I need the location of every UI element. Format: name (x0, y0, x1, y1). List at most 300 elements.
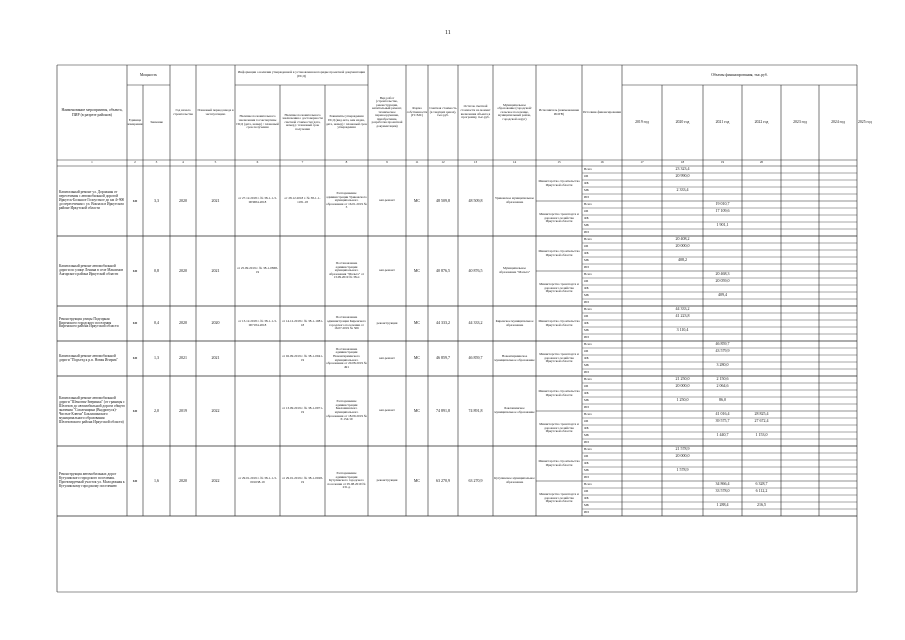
funding-value: 1 901,1 (716, 222, 729, 228)
funding-value (622, 488, 662, 495)
funding-value (819, 495, 857, 502)
funding-value: 41 223,8 (675, 313, 690, 319)
funding-value (622, 278, 662, 285)
funding-value (622, 215, 662, 222)
funding-value (742, 229, 781, 236)
funding-value (857, 425, 859, 432)
header-year: 2023 год (793, 120, 807, 125)
funding-value (819, 397, 857, 404)
funding-value (662, 320, 703, 327)
estimate-cost: 63 270,9 (436, 477, 450, 483)
funding-value (781, 348, 819, 355)
municipality: Кутуликское муниципальное образование (494, 476, 535, 484)
expertise-conclusion: от 27.12.2018 г. № 38-1-1-3-003684-2018 (238, 196, 277, 204)
funding-value (819, 299, 857, 306)
funding-value (662, 495, 703, 502)
funding-value (857, 383, 859, 390)
remaining-cost: 48 509,8 (468, 197, 483, 203)
funding-source: Всего (584, 481, 593, 486)
funding-value (819, 250, 857, 257)
funding-value (781, 250, 819, 257)
funding-value (742, 264, 781, 271)
municipality: Уриковское муниципальное образование (494, 196, 535, 204)
header-work-type: Вид работ (строительство, реконструкция, капитальный ремонт, техническое перевооружение, приобретение, разработка проектной документации) (371, 95, 403, 128)
funding-value: 20 408,2 (675, 236, 690, 242)
funding-value (819, 236, 857, 243)
approval-details: Постановление администрации Киренского городского поселения от 16.07.2019 № 506 (327, 315, 366, 331)
funding-value (742, 460, 781, 467)
funding-source: ОБ (584, 278, 589, 283)
funding-value (703, 257, 742, 264)
funding-value: 86,0 (719, 397, 726, 403)
funding-value (819, 488, 857, 495)
header-start-year: Год начала строительства (173, 107, 193, 116)
funding-value (781, 173, 819, 180)
reliability-conclusion: от 14.12.2018 г. № 38-1-1081-18 (282, 318, 323, 327)
funding-value (703, 264, 742, 271)
funding-value (819, 376, 857, 383)
funding-value (742, 299, 781, 306)
funding-value (662, 481, 703, 488)
funding-source: ФБ (584, 495, 589, 500)
start-year: 2019 (179, 407, 187, 413)
funding-value (662, 180, 703, 187)
funding-value (781, 418, 819, 425)
header-column-number: 18 (680, 160, 685, 165)
funding-value (781, 453, 819, 460)
header-column-number: 7 (301, 160, 304, 165)
header-column-number: 19 (720, 160, 725, 165)
funding-source: Всего (584, 341, 593, 346)
funding-value (819, 208, 857, 215)
funding-value: 1 250,0 (676, 397, 689, 403)
funding-value (819, 229, 857, 236)
header-ownership: Форма собственности (ГС/МС) (406, 106, 428, 118)
funding-value (819, 362, 857, 369)
funding-value (662, 404, 703, 411)
header-column-number: 5 (214, 160, 217, 165)
executor: Министерство строительства Иркутской области (538, 458, 580, 467)
funding-source: МБ (584, 257, 589, 262)
header-year: 2022 год (754, 120, 769, 125)
funding-source: МБ (584, 432, 589, 437)
header-value: Значение (150, 119, 163, 124)
capacity-unit: км (132, 320, 138, 326)
funding-source: Всего (584, 166, 593, 171)
funding-value (662, 418, 703, 425)
funding-value (622, 194, 662, 201)
remaining-cost: 74 891,8 (468, 407, 483, 413)
funding-value (857, 453, 859, 460)
funding-value (622, 320, 662, 327)
funding-value (622, 369, 662, 376)
funding-source: ИИ (584, 509, 589, 514)
reliability-conclusion (280, 236, 325, 306)
funding-value (622, 208, 662, 215)
funding-value (781, 362, 819, 369)
end-year: 2021 (211, 197, 220, 203)
funding-value (662, 250, 703, 257)
funding-value: 1 153,0 (755, 432, 768, 438)
funding-value (742, 292, 781, 299)
header-approval: Реквизиты утверждения ПСД (вид акта, кем издан, дата, номер) / плановый срок утверждения (326, 114, 367, 130)
funding-value (622, 285, 662, 292)
funding-value (857, 502, 859, 509)
funding-value: 20 000,0 (675, 243, 690, 249)
expertise-conclusion: от 13.12.2018 г. № 38-1-1-3-007184-2018 (238, 318, 277, 327)
header-column-number: 20 (759, 160, 764, 165)
funding-value (742, 362, 781, 369)
object-name: Капитальный ремонт ул. Дорожная от пересечения с автомобильной дорогой Иркутск-Большое Голоустное до км 4+900 до пересечения с ул. Вокзала в Иркутском районе Иркутской области (59, 190, 125, 210)
funding-value (742, 404, 781, 411)
funding-value (662, 194, 703, 201)
funding-value (703, 236, 742, 243)
header-executor: Исполнитель (наименование ИОГВ) (538, 107, 580, 116)
funding-value: 21 250,0 (675, 376, 690, 382)
funding-value (622, 474, 662, 481)
funding-value (781, 502, 819, 509)
ownership-form: МС (413, 477, 421, 483)
funding-source: ОБ (584, 243, 589, 248)
funding-value (742, 215, 781, 222)
funding-source: Всего (584, 411, 593, 416)
funding-value (781, 229, 819, 236)
funding-value (662, 474, 703, 481)
funding-value (857, 460, 859, 467)
municipality: Муниципальное образование "Мальта" (498, 266, 531, 274)
funding-source: ИИ (584, 404, 589, 409)
funding-value (622, 362, 662, 369)
funding-value (819, 418, 857, 425)
funding-value (857, 327, 859, 334)
funding-value (819, 369, 857, 376)
funding-value (742, 250, 781, 257)
funding-value (857, 313, 859, 320)
funding-source: ОБ (584, 348, 589, 353)
end-year: 2022 (211, 477, 220, 483)
funding-value (742, 446, 781, 453)
funding-value (781, 327, 819, 334)
remaining-cost: 40 876,5 (468, 267, 483, 273)
funding-value (819, 348, 857, 355)
funding-value (857, 439, 859, 446)
funding-value (703, 425, 742, 432)
executor: Министерство транспорта и дорожного хозяйства Иркутской области (539, 282, 579, 294)
funding-value (662, 362, 703, 369)
funding-value (742, 306, 781, 313)
funding-value (857, 306, 859, 313)
funding-value: 33 578,0 (715, 488, 730, 494)
approval-details: Распоряжение администрации Кутуликского городского поселения от 05.08.2019 № 231-р (327, 471, 366, 490)
funding-value (662, 229, 703, 236)
capacity-value: 3,3 (154, 197, 159, 203)
funding-value (622, 166, 662, 173)
funding-value (781, 425, 819, 432)
executor: Министерство транспорта и дорожного хозяйства Иркутской области (539, 352, 579, 364)
funding-value (857, 411, 859, 418)
funding-source: ОБ (584, 173, 589, 178)
funding-value (703, 180, 742, 187)
funding-value (819, 215, 857, 222)
funding-value (781, 292, 819, 299)
reliability-conclusion: от 28.12.2018 г. № 38-1-1-1181-18 (284, 196, 321, 204)
funding-source: ФБ (584, 250, 589, 255)
funding-value (622, 334, 662, 341)
header-year: 2024 год (831, 120, 845, 125)
funding-source: ФБ (584, 425, 589, 430)
funding-value: 6 112,2 (755, 488, 768, 494)
header-plan-period: Плановый период ввода в эксплуатацию (197, 107, 234, 116)
ownership-form: МС (413, 320, 421, 326)
funding-value (703, 285, 742, 292)
header-column-number: 8 (345, 160, 348, 165)
capacity-value: 0,8 (154, 267, 159, 273)
funding-value (857, 369, 859, 376)
funding-value (742, 383, 781, 390)
funding-value (742, 201, 781, 208)
funding-value (622, 383, 662, 390)
funding-value (819, 425, 857, 432)
funding-value (662, 264, 703, 271)
funding-value (819, 432, 857, 439)
funding-value (742, 313, 781, 320)
funding-value (819, 194, 857, 201)
funding-value: 41 016,4 (715, 411, 730, 417)
funding-value (781, 460, 819, 467)
funding-value (703, 166, 742, 173)
funding-value (662, 341, 703, 348)
funding-value: 23 323,4 (675, 166, 690, 172)
funding-source: ИИ (584, 369, 589, 374)
end-year: 2022 (211, 407, 220, 413)
funding-source: МБ (584, 222, 589, 227)
funding-source: ОБ (584, 313, 589, 318)
funding-value (622, 264, 662, 271)
funding-value (781, 187, 819, 194)
funding-value (662, 201, 703, 208)
funding-value (819, 355, 857, 362)
funding-value: 2 333,4 (676, 187, 689, 193)
funding-value (819, 201, 857, 208)
funding-value (662, 439, 703, 446)
approval-details: Распоряжение администрации Уриковского муниципального образования от 16.01.2019 № 3 (326, 191, 367, 210)
funding-value (742, 173, 781, 180)
funding-value (703, 320, 742, 327)
executor: Министерство строительства Иркутской области (538, 388, 580, 397)
funding-value (703, 306, 742, 313)
funding-value (622, 327, 662, 334)
funding-value (622, 341, 662, 348)
reliability-conclusion: от 29.01.2019 г. № 38-1-0028-19 (282, 476, 323, 484)
funding-value (819, 467, 857, 474)
funding-source: МБ (584, 292, 589, 297)
work-type: реконструкция (376, 478, 398, 483)
funding-value (857, 334, 859, 341)
funding-value (819, 278, 857, 285)
ownership-form: МС (413, 407, 421, 413)
ownership-form: МС (413, 267, 421, 273)
funding-value (703, 474, 742, 481)
funding-value (742, 355, 781, 362)
ownership-form: МС (413, 197, 421, 203)
funding-value (622, 453, 662, 460)
funding-value (622, 271, 662, 278)
estimate-cost: 46 859,7 (436, 355, 450, 361)
funding-value (857, 481, 859, 488)
header-column-number: 12 (441, 160, 445, 165)
funding-value (742, 285, 781, 292)
funding-value (819, 180, 857, 187)
funding-value (622, 411, 662, 418)
funding-value (819, 334, 857, 341)
funding-value (742, 180, 781, 187)
funding-value (781, 411, 819, 418)
funding-value (662, 460, 703, 467)
header-capacity: Мощность (139, 72, 158, 77)
funding-value (781, 404, 819, 411)
funding-value (703, 390, 742, 397)
funding-value (703, 439, 742, 446)
reliability-conclusion: от 13.09.2019 г. № 38-1-0971-19 (282, 406, 323, 414)
funding-value: 44 333,2 (675, 306, 690, 312)
funding-value (703, 404, 742, 411)
funding-value (622, 180, 662, 187)
funding-value (622, 173, 662, 180)
header-source: Источник финансирования (583, 109, 621, 114)
executor: Министерство транспорта и дорожного хозяйства Иркутской области (539, 212, 579, 224)
header-remaining: Остаток сметной стоимости на момент включения объекта в программу, тыс.руб. (460, 104, 491, 120)
funding-value (819, 474, 857, 481)
funding-value: 1 440,7 (716, 432, 729, 438)
expertise-conclusion: от 25.09.2019 г. № 38-1-0868-19 (237, 266, 278, 274)
funding-value (819, 502, 857, 509)
capacity-unit: км (132, 267, 138, 273)
funding-source: ОБ (584, 383, 589, 388)
funding-value (781, 215, 819, 222)
header-year: 2021 год (715, 120, 730, 125)
funding-value (662, 390, 703, 397)
funding-value: 6 328,7 (755, 481, 768, 487)
funding-value (703, 243, 742, 250)
funding-value (662, 369, 703, 376)
page-number: 11 (445, 30, 451, 36)
funding-source: ИИ (584, 299, 589, 304)
funding-value (857, 166, 859, 173)
header-column-number: 17 (640, 160, 644, 165)
funding-value (662, 215, 703, 222)
executor: Министерство строительства Иркутской области (538, 178, 580, 187)
funding-value (703, 250, 742, 257)
funding-value: 21 578,9 (675, 446, 690, 452)
funding-value (819, 285, 857, 292)
funding-value (622, 229, 662, 236)
header-year: 2020 год (675, 120, 690, 125)
funding-value (703, 299, 742, 306)
municipality: Киренское муниципальное образование (495, 318, 534, 327)
funding-value (857, 495, 859, 502)
funding-value: 27 672,4 (754, 418, 769, 424)
funding-value: 409,4 (718, 292, 727, 298)
header-estimate: Сметная стоимость (в текущих ценах), тыс.руб. (429, 106, 457, 118)
object-name: Капитальный ремонт автомобильной дороги по улице Ленина в селе Максимов Ангарского района Иркутской области (59, 264, 124, 276)
funding-value (781, 383, 819, 390)
funding-value (703, 187, 742, 194)
start-year: 2020 (179, 477, 187, 483)
funding-value (781, 467, 819, 474)
header-municipality: Муниципальное образование (городской/сельское поселение, муниципальный район, городской округ) (497, 102, 532, 121)
funding-value (742, 320, 781, 327)
funding-value (662, 509, 703, 516)
funding-value (662, 208, 703, 215)
funding-value (781, 432, 819, 439)
funding-value: 3 280,0 (716, 362, 729, 368)
funding-source: ИИ (584, 194, 589, 199)
funding-value (781, 208, 819, 215)
funding-value (857, 341, 859, 348)
funding-value: 20 990,0 (675, 173, 690, 179)
funding-value (703, 369, 742, 376)
work-type: кап.ремонт (379, 198, 395, 203)
funding-value (742, 495, 781, 502)
funding-value (857, 236, 859, 243)
header-column-number: 13 (473, 160, 478, 165)
funding-value (742, 208, 781, 215)
header-year: 2019 год (635, 120, 649, 125)
funding-source: МБ (584, 187, 589, 192)
funding-value (819, 306, 857, 313)
funding-value (819, 187, 857, 194)
funding-value (857, 292, 859, 299)
capacity-value: 2,0 (154, 407, 159, 413)
funding-value (857, 264, 859, 271)
funding-value (857, 208, 859, 215)
funding-value (857, 222, 859, 229)
funding-value (622, 467, 662, 474)
funding-value (857, 390, 859, 397)
funding-value (781, 278, 819, 285)
funding-value (781, 236, 819, 243)
funding-value (781, 488, 819, 495)
municipality: Баклашинское муниципальное образование (494, 406, 535, 414)
funding-value (703, 334, 742, 341)
funding-value (781, 257, 819, 264)
funding-source: ФБ (584, 285, 589, 290)
funding-value (857, 243, 859, 250)
funding-value (819, 439, 857, 446)
funding-value (857, 509, 859, 516)
capacity-value: 1,6 (154, 477, 159, 483)
funding-value (703, 355, 742, 362)
funding-value (742, 439, 781, 446)
funding-source: Всего (584, 446, 593, 451)
funding-value (857, 467, 859, 474)
funding-value (703, 194, 742, 201)
funding-value (819, 404, 857, 411)
funding-value (857, 201, 859, 208)
funding-value (819, 411, 857, 418)
work-type: реконструкция (376, 320, 398, 325)
funding-value (781, 285, 819, 292)
funding-value (819, 453, 857, 460)
capacity-unit: км (132, 407, 138, 413)
funding-value (622, 418, 662, 425)
funding-value (857, 180, 859, 187)
funding-value (622, 257, 662, 264)
funding-value (857, 397, 859, 404)
funding-value (781, 222, 819, 229)
funding-value (662, 355, 703, 362)
funding-value: 216,5 (757, 502, 766, 508)
